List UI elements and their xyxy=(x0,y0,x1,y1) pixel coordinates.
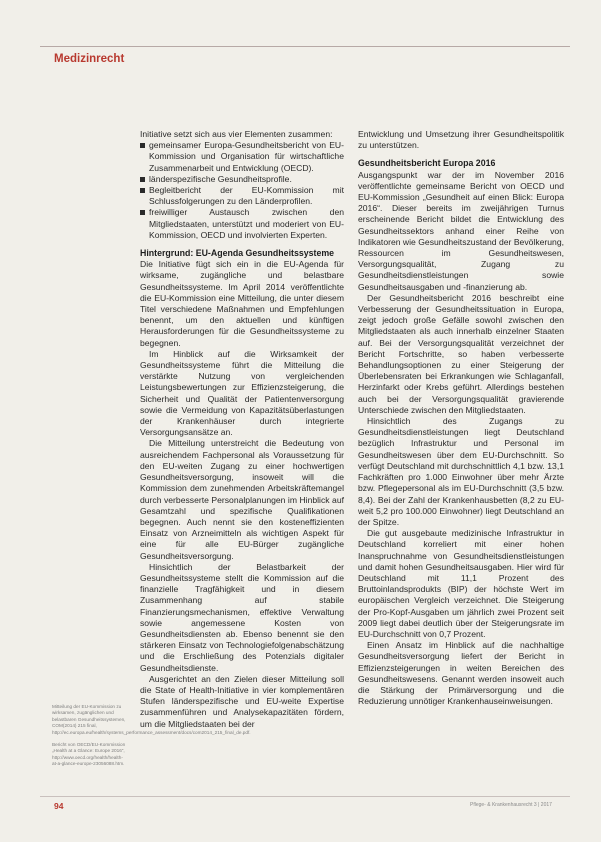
intro-text: Initiative setzt sich aus vier Elementen zusammen: xyxy=(140,129,333,139)
left-column xyxy=(140,129,344,730)
page-number: 94 xyxy=(54,801,64,811)
list-item: länderspezifische Gesundheitsprofile. xyxy=(140,174,344,185)
paragraph: Die Initiative fügt sich ein in die EU-Agenda für wirksame, zugängliche und belastbare Gesundheitssysteme. Im April 2014 veröffentlichte die EU-Kommission eine Mitteilung, die unter diesem Titel verschiedene Maßnahmen und Empfehlungen benennt, um den aktuellen und künftigen Herausforderungen für die Gesundheitssysteme zu begegnen. xyxy=(140,259,344,348)
footnote: Mitteilung der EU-Kommission zu wirksamen, zugänglichen und belastbaren Gesundheitssystemen, COM(2014) 215 final, http://ec.europa.eu/health/systems_performance_assessment/docs/com2014_215_final_de.pdf. xyxy=(52,704,251,735)
paragraph: Im Hinblick auf die Wirksamkeit der Gesundheitssysteme führt die Mitteilung die verstärkte Nutzung von vergleichenden Leistungsbewertungen zur Effizienzsteigerung, die Sicherheit und Qualität der Patientenversorgung sowie die Vermeidung von Kapazitätsüberlastungen der Krankenhäuser durch integrierte Versorgungsansätze an. xyxy=(140,348,344,438)
footer-rule xyxy=(40,796,570,797)
paragraph: Ausgangspunkt war der im November 2016 veröffentlichte gemeinsame Bericht von OECD und EU-Kommission „Gesundheit auf einen Blick: Europa 2016“. Dieser bereits im zweijährigen Turnus erscheinende Bericht bildet die Entwicklung des Gesundheitssektors anhand einer Reihe von Indikatoren wie Gesundheitszustand der Bevölkerung, Ressourcen im Gesundheitswesen, Versorgungsqualität, Zugang zu Gesundheitsdienstleistungen sowie Gesundheitsausgaben und -finanzierung ab. xyxy=(358,169,564,292)
paragraph: Der Gesundheitsbericht 2016 beschreibt eine Verbesserung der Gesundheitssituation in Europa, zeigt jedoch große Gefälle sowohl zwischen den Mitgliedstaaten als auch innerhalb einzelner Staaten auf. Bei der Versorgungsqualität verzeichnet der Bericht Fortschritte, so haben verbesserte Behandlungsoptionen zu einer Steigerung der Überlebensraten bei Erkrankungen wie Schlaganfall, Herzinfarkt oder Krebs geführt. Allerdings bestehen auch bei der Versorgungsqualität gravierende Unterschiede zwischen den Mitgliedstaaten. xyxy=(358,292,564,415)
section-title: Medizinrecht xyxy=(54,53,125,65)
paragraph: Einen Ansatz im Hinblick auf die nachhaltige Gesundheitsversorgung liefert der Bericht in Effizienzsteigerungen in weiten Bereichen des Gesundheitswesens. Genannt werden insoweit auch die Stärkung der Primärversorgung und die Reduzierung unnötiger Krankenhauseinweisungen. xyxy=(358,640,564,707)
paragraph: Die gut ausgebaute medizinische Infrastruktur in Deutschland korreliert mit einer hohen Inanspruchnahme von Gesundheitsdienstleistungen und damit hohen Gesundheitsausgaben. Hier wird für Deutschland mit 11,1 Prozent des Bruttoinlandsprodukts (BIP) der höchste Wert im europäischen Vergleich verzeichnet. Die Steigerung der Pro-Kopf-Ausgaben um jährlich zwei Prozent seit 2009 liegt dabei deutlich über der Steigerungsrate im EU-Durchschnitt von 0,7 Prozent. xyxy=(358,528,564,639)
footnote: Bericht von OECD/EU-Kommission „Health at a Glance: Europe 2016“, http://www.oecd.org/health/health-at-a-glance-europe-23056088.htm. xyxy=(52,742,126,767)
paragraph: Hinsichtlich des Zugangs zu Gesundheitsdienstleistungen liegt Deutschland bezüglich Infrastruktur und Personal im Gesundheitswesen über dem EU-Durchschnitt. So verfügt Deutschland mit durchschnittlich 4,1 bzw. 13,1 Fachkräften pro 1.000 Einwohner über mehr Ärzte bzw. Pflegepersonal als im EU-Durchschnitt (3,5 bzw. 8,4). Bei der Zahl der Krankenhausbetten (8,2 zu EU-weit 5,2 pro 100.000 Einwohner) liegt Deutschland an der Spitze. xyxy=(358,416,564,527)
journal-info: Pflege- & Krankenhausrecht 3 | 2017 xyxy=(470,802,552,808)
list-item: gemeinsamer Europa-Gesundheitsbericht von EU-Kommission und Organisation für wirtschaftliche Zusammenarbeit und Entwicklung (OECD). xyxy=(140,140,344,174)
list-item: freiwilliger Austausch zwischen den Mitgliedstaaten, unterstützt und moderiert von EU-Kommission, OECD und involvierten Experten. xyxy=(140,207,344,241)
header-rule xyxy=(40,46,570,47)
paragraph: Hinsichtlich der Belastbarkeit der Gesundheitssysteme stellt die Kommission auf die finanzielle Tragfähigkeit und in diesem Zusammenhang auf stabile Finanzierungsmechanismen, effektive Verwaltung sowie angemessene Kosten von Gesundheitsdiensten ab. Ebenso benennt sie den stärkeren Einsatz von Technologiefolgenabschätzung und die Erschließung des Potenzials digitaler Gesundheitsdienste. xyxy=(140,561,344,673)
element-list xyxy=(140,140,344,241)
section-heading: Hintergrund: EU-Agenda Gesundheitssysteme xyxy=(140,248,335,259)
paragraph: Die Mitteilung unterstreicht die Bedeutung von ausreichendem Fachpersonal als Voraussetzung für den EU-weiten Zugang zu einer hochwertigen Gesundheitsversorgung, insoweit will die Kommission dem zunehmenden Arbeitskräftemangel durch verbesserte Personalplanungen im Hinblick auf Gesamtzahl und spezifische Qualifikationen begegnen. Auch nennt sie den kosteneffizienten Einsatz von Arzneimitteln als wichtigen Aspekt für eine für alle EU-Bürger zugängliche Gesundheitsversorgung. xyxy=(140,438,344,561)
footnotes xyxy=(52,704,251,774)
right-column xyxy=(358,129,564,707)
list-item: Begleitbericht der EU-Kommission mit Schlussfolgerungen zu den Länderprofilen. xyxy=(140,185,344,207)
paragraph: Entwicklung und Umsetzung ihrer Gesundheitspolitik zu unterstützen. xyxy=(358,129,564,151)
paragraph: Ausgerichtet an den Zielen dieser Mitteilung soll die State of Health-Initiative in vier komplementären Stufen länderspezifische und EU-weite Expertise zusammenführen und Analysekapazitäten fördern, um die Mitgliedstaaten bei der xyxy=(140,673,344,729)
section-heading: Gesundheitsbericht Europa 2016 xyxy=(358,158,496,169)
